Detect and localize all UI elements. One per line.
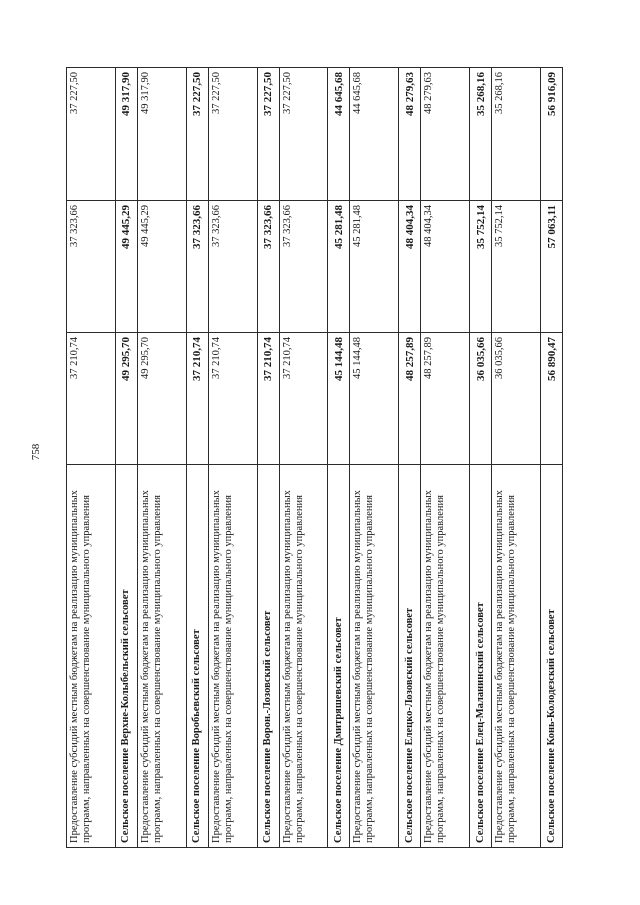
value-1: 56 890,47 [541,333,563,465]
table-row-heading [257,68,279,848]
value-2: 35 752,14 [492,201,541,333]
row-name: Предоставление субсидий местным бюджетам на реализацию муниципальных программ, направленных на совершенствование муниципального управления [492,465,541,848]
value-2: 49 445,29 [137,201,186,333]
table-row [279,68,328,848]
rotated-table-container [66,68,563,848]
value-3: 44 645,68 [350,68,399,201]
value-2: 45 281,48 [328,201,350,333]
table-row [421,68,470,848]
budget-table-body [67,68,563,848]
value-3: 48 279,63 [421,68,470,201]
value-1: 37 210,74 [186,333,208,465]
table-row-heading [541,68,563,848]
value-1: 37 210,74 [67,333,116,465]
table-row-heading [470,68,492,848]
value-2: 37 323,66 [257,201,279,333]
value-1: 37 210,74 [208,333,257,465]
row-name: Сельское поселение Верхне-Колыбельский сельсовет [115,465,137,848]
row-name: Предоставление субсидий местным бюджетам на реализацию муниципальных программ, направленных на совершенствование муниципального управления [67,465,116,848]
value-3: 37 227,50 [208,68,257,201]
value-2: 48 404,34 [399,201,421,333]
table-row [492,68,541,848]
value-2: 45 281,48 [350,201,399,333]
value-3: 49 317,90 [115,68,137,201]
value-1: 36 035,66 [492,333,541,465]
value-2: 37 323,66 [67,201,116,333]
value-2: 35 752,14 [470,201,492,333]
value-3: 37 227,50 [257,68,279,201]
value-3: 37 227,50 [67,68,116,201]
value-3: 37 227,50 [186,68,208,201]
value-1: 48 257,89 [399,333,421,465]
row-name: Сельское поселение Конь-Колодезский сельсовет [541,465,563,848]
value-3: 35 268,16 [470,68,492,201]
row-name: Сельское поселение Ворон.-Лозовский сельсовет [257,465,279,848]
value-2: 57 063,11 [541,201,563,333]
value-2: 48 404,34 [421,201,470,333]
value-2: 37 323,66 [279,201,328,333]
row-name: Сельское поселение Дмитряшевский сельсовет [328,465,350,848]
value-3: 48 279,63 [399,68,421,201]
page-number: 758 [30,443,42,461]
row-name: Предоставление субсидий местным бюджетам на реализацию муниципальных программ, направленных на совершенствование муниципального управления [137,465,186,848]
table-row-heading [186,68,208,848]
table-row [137,68,186,848]
value-1: 48 257,89 [421,333,470,465]
value-3: 44 645,68 [328,68,350,201]
budget-table [66,67,563,848]
value-1: 49 295,70 [115,333,137,465]
value-1: 45 144,48 [350,333,399,465]
row-name: Предоставление субсидий местным бюджетам на реализацию муниципальных программ, направленных на совершенствование муниципального управления [208,465,257,848]
value-1: 36 035,66 [470,333,492,465]
row-name: Предоставление субсидий местным бюджетам на реализацию муниципальных программ, направленных на совершенствование муниципального управления [279,465,328,848]
row-name: Предоставление субсидий местным бюджетам на реализацию муниципальных программ, направленных на совершенствование муниципального управления [421,465,470,848]
table-row-heading [115,68,137,848]
value-3: 35 268,16 [492,68,541,201]
value-2: 49 445,29 [115,201,137,333]
value-2: 37 323,66 [208,201,257,333]
row-name: Предоставление субсидий местным бюджетам на реализацию муниципальных программ, направленных на совершенствование муниципального управления [350,465,399,848]
value-3: 37 227,50 [279,68,328,201]
value-1: 45 144,48 [328,333,350,465]
value-1: 37 210,74 [257,333,279,465]
value-1: 49 295,70 [137,333,186,465]
value-1: 37 210,74 [279,333,328,465]
row-name: Сельское поселение Елец-Маланинский сельсовет [470,465,492,848]
row-name: Сельское поселение Елецко-Лозовский сельсовет [399,465,421,848]
value-3: 56 916,09 [541,68,563,201]
table-row-heading [399,68,421,848]
table-row-heading [328,68,350,848]
row-name: Сельское поселение Воробьевский сельсовет [186,465,208,848]
table-row [208,68,257,848]
table-row [67,68,116,848]
value-2: 37 323,66 [186,201,208,333]
table-row [350,68,399,848]
value-3: 49 317,90 [137,68,186,201]
